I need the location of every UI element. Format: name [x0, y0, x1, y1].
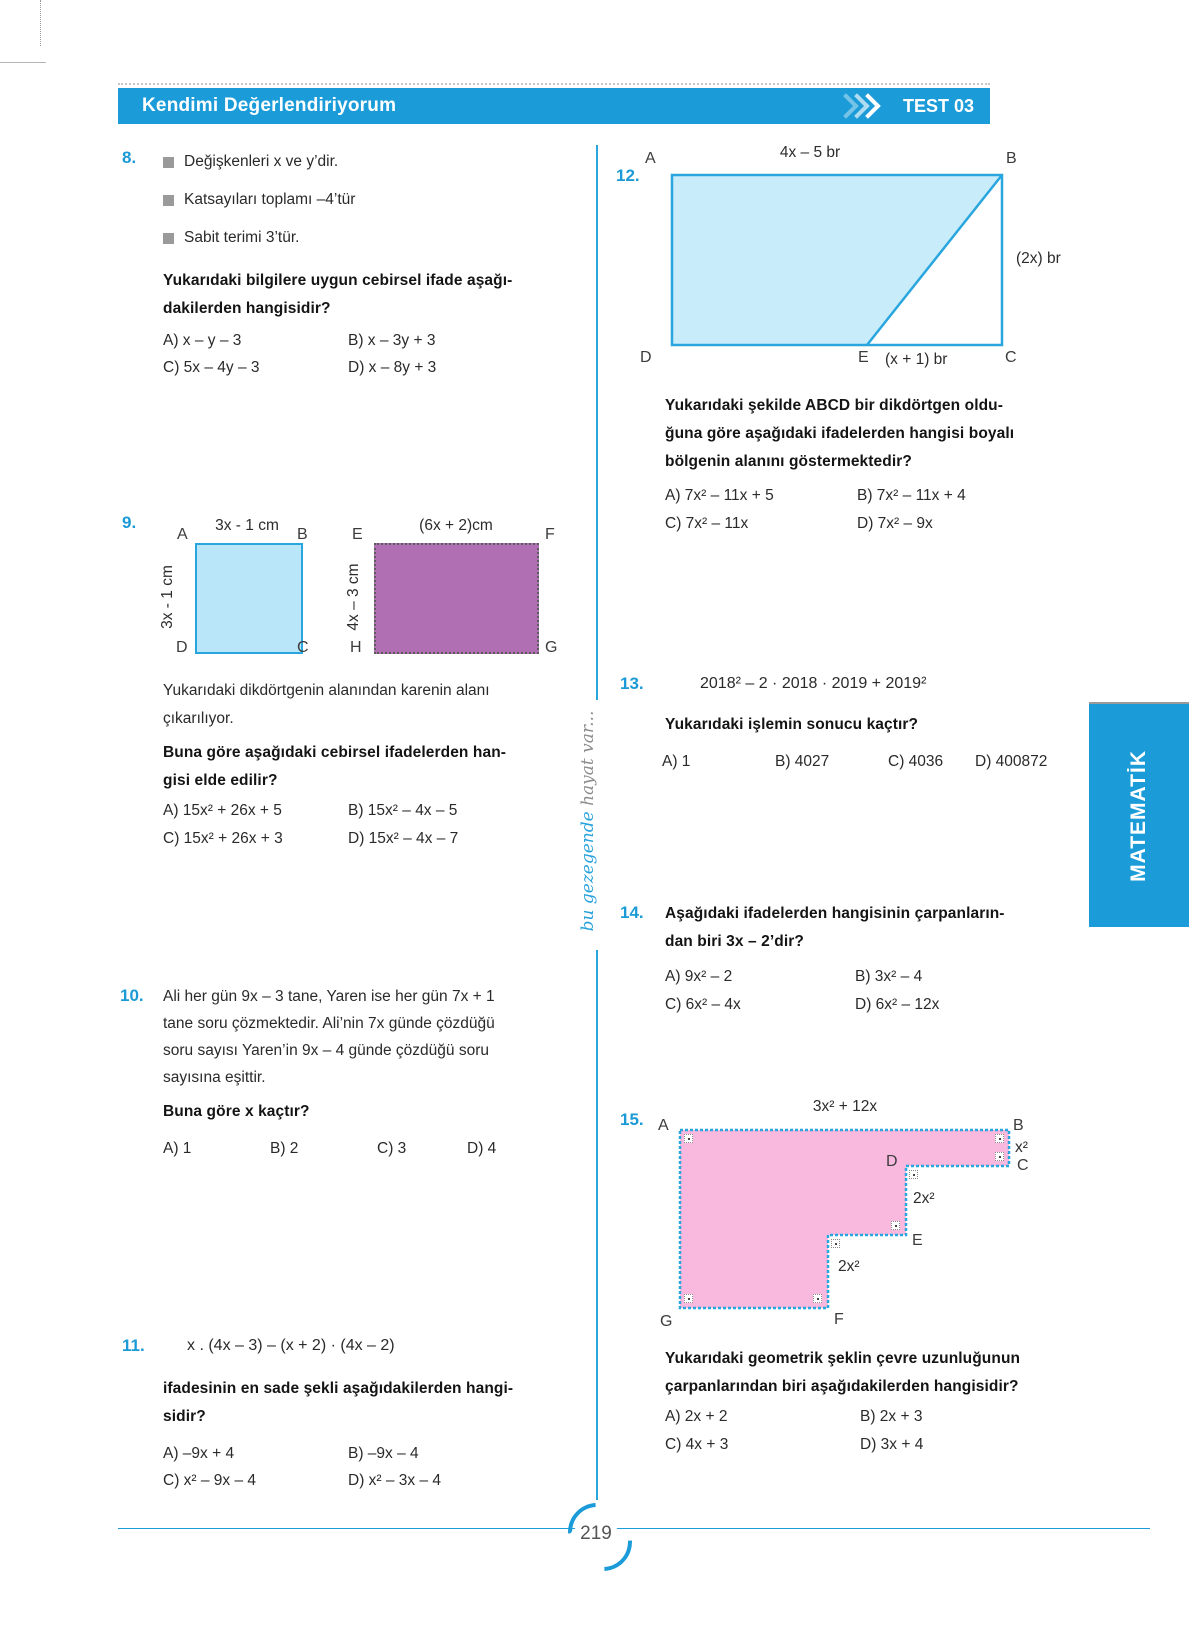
- question-text-line: Yukarıdaki dikdörtgenin alanından karenin alanı: [163, 682, 490, 699]
- question-text-line: Yukarıdaki şekilde ABCD bir dikdörtgen oldu-: [665, 397, 1003, 414]
- option-b: B) –9x – 4: [348, 1445, 419, 1462]
- right-angle-icon: [891, 1221, 900, 1230]
- header-bar: [118, 88, 990, 124]
- bullet-text: Sabit terimi 3’tür.: [184, 229, 300, 246]
- question-text-line: tane soru çözmektedir. Ali’nin 7x günde çözdüğü: [163, 1015, 495, 1032]
- dimension-label: 2x²: [838, 1258, 860, 1275]
- option-d: D) 15x² – 4x – 7: [348, 830, 459, 847]
- option-a: A) 1: [662, 753, 691, 770]
- question-number: 11.: [122, 1336, 145, 1355]
- question-text-line: sidir?: [163, 1408, 206, 1425]
- option-b: B) 2x + 3: [860, 1408, 923, 1425]
- dimension-label: 4x – 5 br: [779, 144, 841, 161]
- question-text-line: ifadesinin en sade şekli aşağıdakilerden hangi-: [163, 1380, 514, 1397]
- option-a: A) –9x + 4: [163, 1445, 235, 1462]
- dimension-label: (2x) br: [1016, 250, 1061, 267]
- option-b: B) 4027: [775, 753, 830, 770]
- question-number: 13.: [620, 674, 644, 693]
- bullet-item: [163, 229, 299, 247]
- option-a: A) x – y – 3: [163, 332, 242, 349]
- question-number: 9.: [122, 513, 137, 532]
- header-dotted-line: [118, 83, 990, 85]
- chevron-right-icon: [844, 97, 877, 115]
- corner-label: E: [912, 1232, 923, 1249]
- dimension-label: (x + 1) br: [885, 351, 948, 368]
- side-tab: [1089, 702, 1189, 927]
- square-diagram: [195, 543, 303, 654]
- option-d: D) 400872: [975, 753, 1048, 770]
- question-number: 15.: [620, 1110, 644, 1129]
- option-d: D) 7x² – 9x: [857, 515, 933, 532]
- question-text-line: çarpanlarından biri aşağıdakilerden hangisidir?: [665, 1378, 1019, 1395]
- dimension-label: x²: [1015, 1139, 1028, 1156]
- option-a: A) 1: [163, 1140, 192, 1157]
- dimension-label: 4x – 3 cm: [345, 563, 362, 631]
- question-text-line: Ali her gün 9x – 3 tane, Yaren ise her gün 7x + 1: [163, 988, 495, 1005]
- bullet-square-icon: [163, 157, 174, 168]
- corner-label: G: [660, 1313, 673, 1330]
- corner-label: E: [352, 526, 363, 543]
- option-a: A) 15x² + 26x + 5: [163, 802, 282, 819]
- corner-label: D: [886, 1153, 898, 1170]
- rectangle-diagram: [374, 543, 539, 654]
- corner-label: H: [350, 639, 362, 656]
- option-c: C) 4036: [888, 753, 944, 770]
- dimension-label: 3x - 1 cm: [159, 565, 176, 629]
- corner-label: C: [1005, 349, 1017, 366]
- question-text-line: Yukarıdaki işlemin sonucu kaçtır?: [665, 716, 919, 733]
- test-label: TEST 03: [902, 95, 974, 116]
- option-c: C) 15x² + 26x + 3: [163, 830, 283, 847]
- right-angle-icon: [684, 1134, 693, 1143]
- rectangle-shaded-diagram: [672, 175, 1002, 345]
- question-text-line: ğuna göre aşağıdaki ifadelerden hangisi boyalı: [665, 425, 1015, 442]
- question-text-line: çıkarılıyor.: [163, 710, 234, 727]
- option-b: B) 15x² – 4x – 5: [348, 802, 458, 819]
- option-a: A) 2x + 2: [665, 1408, 728, 1425]
- question-text-line: Buna göre aşağıdaki cebirsel ifadelerden han-: [163, 744, 507, 761]
- option-c: C) 6x² – 4x: [665, 996, 741, 1013]
- crop-mark: [40, 0, 41, 46]
- question-number: 10.: [120, 986, 144, 1005]
- corner-label: E: [858, 349, 869, 366]
- crop-mark: [0, 62, 46, 63]
- dimension-label: (6x + 2)cm: [419, 517, 493, 534]
- dimension-label: 3x² + 12x: [812, 1098, 878, 1115]
- option-b: B) x – 3y + 3: [348, 332, 436, 349]
- column-divider: [596, 145, 598, 700]
- option-a: A) 7x² – 11x + 5: [665, 487, 774, 504]
- question-text-line: dakilerden hangisidir?: [163, 300, 331, 317]
- option-a: A) 9x² – 2: [665, 968, 733, 985]
- handwritten-note-part: hayat var...: [578, 710, 598, 812]
- right-angle-icon: [909, 1170, 918, 1179]
- handwritten-note: [578, 696, 598, 946]
- bullet-text: Katsayıları toplamı –4’tür: [184, 191, 356, 208]
- option-d: D) x² – 3x – 4: [348, 1472, 442, 1489]
- option-c: C) 7x² – 11x: [665, 515, 749, 532]
- bullet-square-icon: [163, 233, 174, 244]
- question-text-line: soru sayısı Yaren’in 9x – 4 günde çözdüğü soru: [163, 1042, 489, 1059]
- corner-label: B: [1006, 150, 1017, 167]
- question-text-line: dan biri 3x – 2’dir?: [665, 933, 804, 950]
- dimension-label: 3x - 1 cm: [215, 517, 279, 534]
- question-text-line: sayısına eşittir.: [163, 1069, 266, 1086]
- dimension-label: 2x²: [913, 1190, 935, 1207]
- corner-label: C: [297, 639, 309, 656]
- option-c: C) x² – 9x – 4: [163, 1472, 257, 1489]
- question-number: 14.: [620, 903, 644, 922]
- page-number: 219: [580, 1523, 612, 1544]
- option-b: B) 7x² – 11x + 4: [857, 487, 966, 504]
- question-number: 8.: [122, 148, 137, 167]
- option-d: D) 4: [467, 1140, 497, 1157]
- staircase-diagram: [680, 1130, 1009, 1308]
- side-tab-label: MATEMATİK: [1127, 749, 1150, 882]
- column-divider: [596, 950, 598, 1500]
- right-angle-icon: [684, 1294, 693, 1303]
- corner-label: A: [177, 526, 188, 543]
- expression: 2018² – 2 · 2018 · 2019 + 2019²: [700, 675, 927, 692]
- question-text-line: gisi elde edilir?: [163, 772, 278, 789]
- bullet-square-icon: [163, 195, 174, 206]
- page-number-badge: [564, 1502, 628, 1566]
- bullet-item: [163, 153, 338, 171]
- option-c: C) 4x + 3: [665, 1436, 729, 1453]
- corner-label: F: [834, 1311, 844, 1328]
- option-c: C) 3: [377, 1140, 407, 1157]
- right-angle-icon: [995, 1152, 1004, 1161]
- corner-label: B: [1013, 1117, 1024, 1134]
- question-text-line: Aşağıdaki ifadelerden hangisinin çarpanların-: [665, 905, 1005, 922]
- option-c: C) 5x – 4y – 3: [163, 359, 260, 376]
- question-number: 12.: [616, 166, 640, 185]
- corner-label: B: [297, 526, 308, 543]
- right-angle-icon: [813, 1294, 822, 1303]
- corner-label: F: [545, 526, 555, 543]
- bullet-text: Değişkenleri x ve y’dir.: [184, 153, 339, 170]
- right-angle-icon: [995, 1134, 1004, 1143]
- option-d: D) x – 8y + 3: [348, 359, 437, 376]
- corner-label: D: [176, 639, 188, 656]
- option-b: B) 2: [270, 1140, 299, 1157]
- corner-label: A: [645, 150, 656, 167]
- footer-line: [118, 1528, 1150, 1529]
- corner-label: G: [545, 639, 558, 656]
- question-text-line: bölgenin alanını göstermektedir?: [665, 453, 912, 470]
- corner-label: A: [658, 1117, 669, 1134]
- option-d: D) 3x + 4: [860, 1436, 924, 1453]
- question-text-line: Yukarıdaki geometrik şeklin çevre uzunluğunun: [665, 1350, 1021, 1367]
- handwritten-note-part: bu gezegende: [578, 811, 598, 932]
- expression: x . (4x – 3) – (x + 2) · (4x – 2): [187, 1337, 395, 1354]
- bullet-item: [163, 191, 355, 209]
- right-angle-icon: [831, 1239, 840, 1248]
- question-text-line: Yukarıdaki bilgilere uygun cebirsel ifade aşağı-: [163, 272, 513, 289]
- corner-label: C: [1017, 1157, 1029, 1174]
- page-title: Kendimi Değerlendiriyorum: [142, 95, 397, 116]
- option-b: B) 3x² – 4: [855, 968, 923, 985]
- corner-label: D: [640, 349, 652, 366]
- question-text-line: Buna göre x kaçtır?: [163, 1103, 310, 1120]
- option-d: D) 6x² – 12x: [855, 996, 940, 1013]
